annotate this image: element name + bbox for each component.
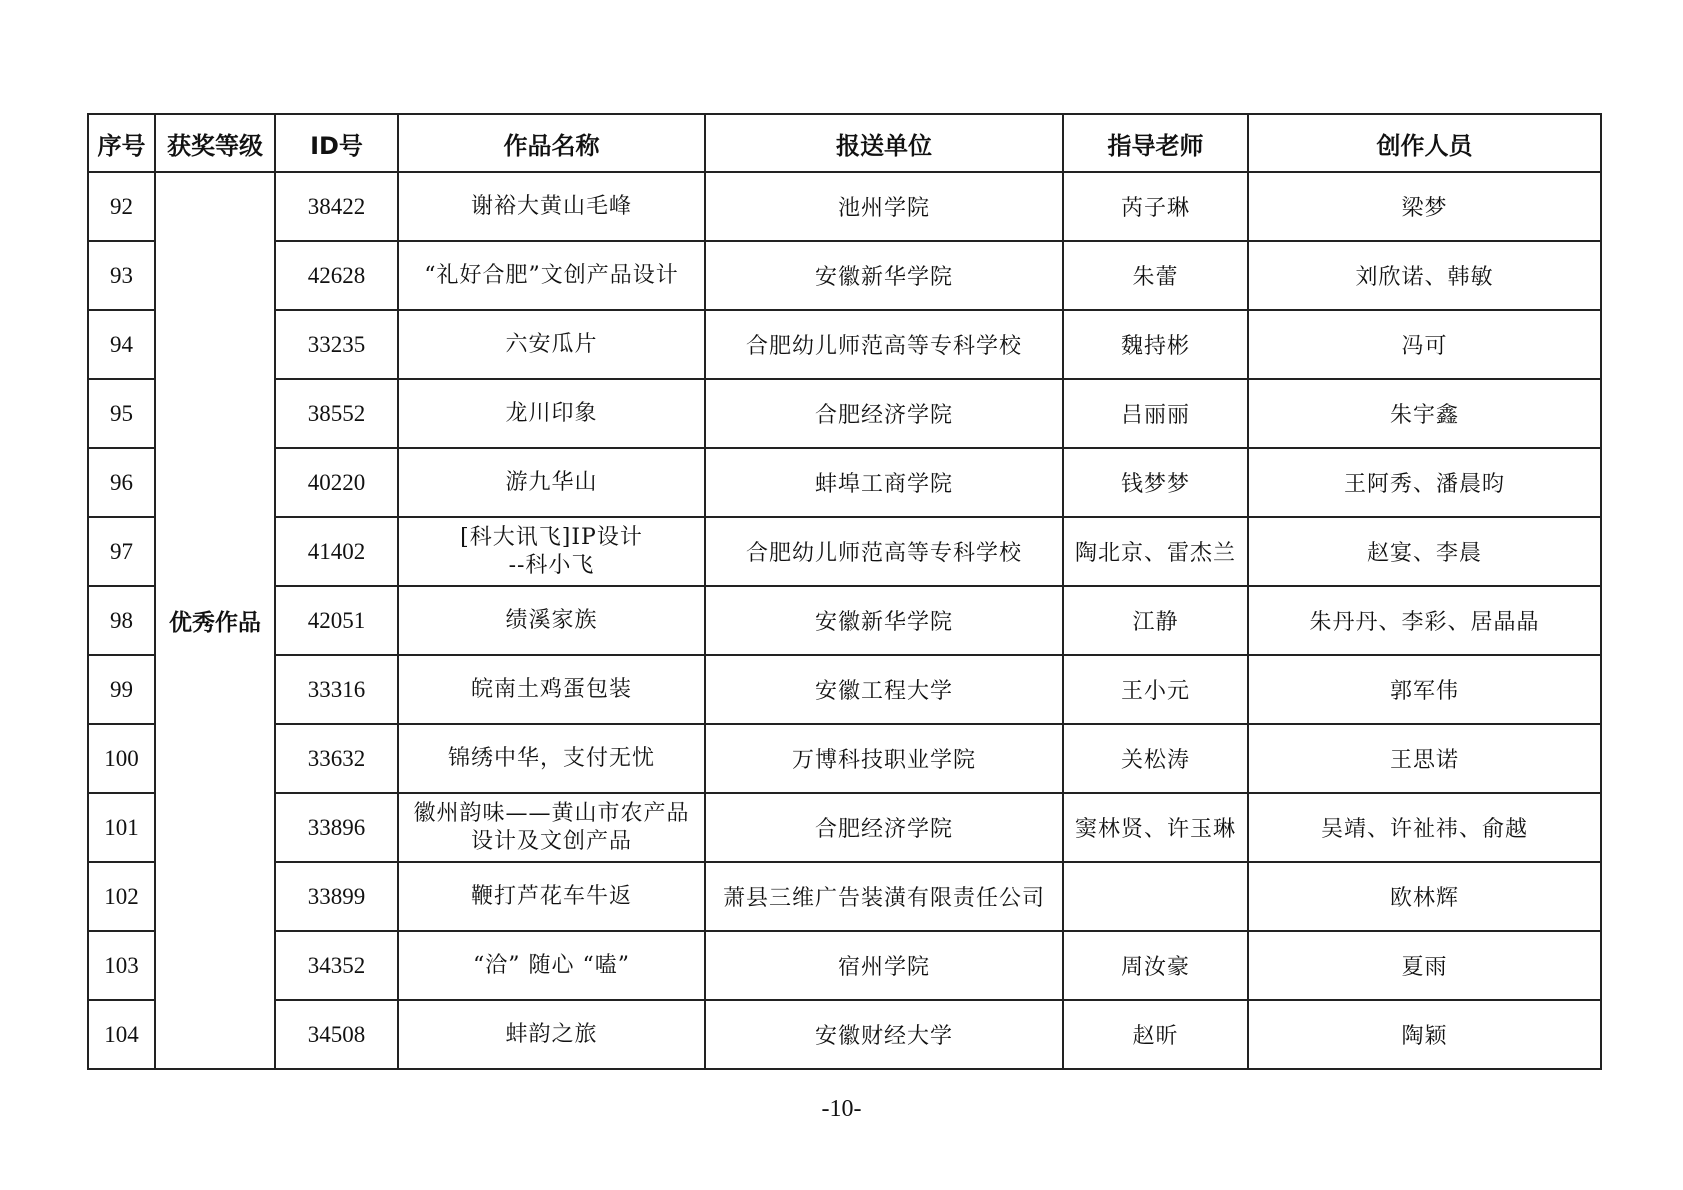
work-name-line: 游九华山 bbox=[505, 469, 598, 495]
cell-creators: 朱宇鑫 bbox=[1248, 379, 1601, 448]
cell-seq: 103 bbox=[88, 931, 155, 1000]
cell-seq: 95 bbox=[88, 379, 155, 448]
cell-creators: 郭军伟 bbox=[1248, 655, 1601, 724]
cell-teacher: 窦林贤、许玉琳 bbox=[1063, 793, 1248, 862]
cell-unit: 万博科技职业学院 bbox=[705, 724, 1063, 793]
cell-work-name bbox=[398, 448, 705, 517]
table-row bbox=[88, 793, 1601, 862]
header-award-level: 获奖等级 bbox=[155, 114, 275, 172]
cell-seq: 100 bbox=[88, 724, 155, 793]
cell-unit: 萧县三维广告装潢有限责任公司 bbox=[705, 862, 1063, 931]
cell-teacher: 芮子琳 bbox=[1063, 172, 1248, 241]
cell-creators: 赵宴、李晨 bbox=[1248, 517, 1601, 586]
cell-creators: 王思诺 bbox=[1248, 724, 1601, 793]
cell-teacher: 吕丽丽 bbox=[1063, 379, 1248, 448]
cell-unit: 安徽新华学院 bbox=[705, 241, 1063, 310]
cell-unit: 合肥经济学院 bbox=[705, 379, 1063, 448]
work-name-line: 徽州韵味——黄山市农产品 bbox=[413, 800, 690, 826]
cell-unit: 安徽新华学院 bbox=[705, 586, 1063, 655]
work-name-line: 设计及文创产品 bbox=[470, 828, 632, 854]
page-number: -10- bbox=[821, 1096, 862, 1122]
cell-id: 42628 bbox=[275, 241, 398, 310]
cell-work-name bbox=[398, 793, 705, 862]
cell-id: 38552 bbox=[275, 379, 398, 448]
cell-unit: 安徽财经大学 bbox=[705, 1000, 1063, 1069]
work-name-line: [科大讯飞]IP设计 bbox=[460, 524, 643, 550]
cell-teacher: 朱蕾 bbox=[1063, 241, 1248, 310]
cell-seq: 101 bbox=[88, 793, 155, 862]
cell-work-name bbox=[398, 1000, 705, 1069]
cell-seq: 98 bbox=[88, 586, 155, 655]
cell-seq: 104 bbox=[88, 1000, 155, 1069]
cell-id: 42051 bbox=[275, 586, 398, 655]
cell-creators: 夏雨 bbox=[1248, 931, 1601, 1000]
cell-id: 38422 bbox=[275, 172, 398, 241]
table-row bbox=[88, 931, 1601, 1000]
header-unit: 报送单位 bbox=[705, 114, 1063, 172]
cell-creators: 欧林辉 bbox=[1248, 862, 1601, 931]
cell-id: 34508 bbox=[275, 1000, 398, 1069]
header-id: ID号 bbox=[275, 114, 398, 172]
awards-table bbox=[87, 113, 1602, 1070]
cell-unit: 蚌埠工商学院 bbox=[705, 448, 1063, 517]
cell-unit: 安徽工程大学 bbox=[705, 655, 1063, 724]
table-row bbox=[88, 310, 1601, 379]
cell-teacher: 钱梦梦 bbox=[1063, 448, 1248, 517]
cell-teacher: 魏持彬 bbox=[1063, 310, 1248, 379]
cell-work-name bbox=[398, 931, 705, 1000]
table-row bbox=[88, 448, 1601, 517]
cell-work-name bbox=[398, 655, 705, 724]
cell-id: 33899 bbox=[275, 862, 398, 931]
table-row bbox=[88, 379, 1601, 448]
cell-seq: 93 bbox=[88, 241, 155, 310]
work-name-line: --科小飞 bbox=[508, 552, 595, 578]
cell-work-name bbox=[398, 310, 705, 379]
cell-teacher: 关松涛 bbox=[1063, 724, 1248, 793]
cell-teacher: 王小元 bbox=[1063, 655, 1248, 724]
table-row bbox=[88, 172, 1601, 241]
cell-id: 33235 bbox=[275, 310, 398, 379]
table-header bbox=[88, 114, 1601, 172]
cell-seq: 96 bbox=[88, 448, 155, 517]
table-body bbox=[88, 172, 1601, 1069]
work-name-line: 龙川印象 bbox=[505, 400, 598, 426]
cell-creators: 陶颖 bbox=[1248, 1000, 1601, 1069]
work-name-line: 皖南土鸡蛋包装 bbox=[470, 676, 632, 702]
cell-id: 41402 bbox=[275, 517, 398, 586]
work-name-line: 鞭打芦花车牛返 bbox=[470, 883, 632, 909]
cell-creators: 朱丹丹、李彩、居晶晶 bbox=[1248, 586, 1601, 655]
cell-seq: 102 bbox=[88, 862, 155, 931]
cell-work-name bbox=[398, 379, 705, 448]
header-work-name: 作品名称 bbox=[398, 114, 705, 172]
table-row bbox=[88, 862, 1601, 931]
cell-award-level: 优秀作品 bbox=[155, 172, 275, 1069]
table-row bbox=[88, 517, 1601, 586]
cell-unit: 池州学院 bbox=[705, 172, 1063, 241]
cell-creators: 梁梦 bbox=[1248, 172, 1601, 241]
table-row bbox=[88, 1000, 1601, 1069]
cell-work-name bbox=[398, 172, 705, 241]
work-name-line: “礼好合肥”文创产品设计 bbox=[424, 262, 679, 288]
cell-work-name bbox=[398, 862, 705, 931]
table-row bbox=[88, 586, 1601, 655]
cell-work-name bbox=[398, 241, 705, 310]
cell-unit: 合肥经济学院 bbox=[705, 793, 1063, 862]
cell-id: 33896 bbox=[275, 793, 398, 862]
work-name-line: 绩溪家族 bbox=[505, 607, 598, 633]
work-name-line: “洽” 随心 “嗑” bbox=[473, 952, 630, 978]
header-teacher: 指导老师 bbox=[1063, 114, 1248, 172]
cell-id: 33316 bbox=[275, 655, 398, 724]
cell-unit: 宿州学院 bbox=[705, 931, 1063, 1000]
table-row bbox=[88, 655, 1601, 724]
cell-teacher bbox=[1063, 862, 1248, 931]
cell-id: 33632 bbox=[275, 724, 398, 793]
cell-seq: 94 bbox=[88, 310, 155, 379]
cell-teacher: 周汝豪 bbox=[1063, 931, 1248, 1000]
header-row bbox=[88, 114, 1601, 172]
cell-work-name bbox=[398, 586, 705, 655]
header-seq: 序号 bbox=[88, 114, 155, 172]
table-row bbox=[88, 241, 1601, 310]
cell-id: 34352 bbox=[275, 931, 398, 1000]
cell-work-name bbox=[398, 724, 705, 793]
cell-seq: 92 bbox=[88, 172, 155, 241]
cell-teacher: 江静 bbox=[1063, 586, 1248, 655]
cell-creators: 冯可 bbox=[1248, 310, 1601, 379]
cell-creators: 王阿秀、潘晨昀 bbox=[1248, 448, 1601, 517]
cell-unit: 合肥幼儿师范高等专科学校 bbox=[705, 517, 1063, 586]
cell-creators: 刘欣诺、韩敏 bbox=[1248, 241, 1601, 310]
work-name-line: 六安瓜片 bbox=[505, 331, 598, 357]
cell-seq: 97 bbox=[88, 517, 155, 586]
header-creators: 创作人员 bbox=[1248, 114, 1601, 172]
work-name-line: 锦绣中华，支付无忧 bbox=[447, 745, 655, 771]
cell-unit: 合肥幼儿师范高等专科学校 bbox=[705, 310, 1063, 379]
cell-work-name bbox=[398, 517, 705, 586]
cell-teacher: 陶北京、雷杰兰 bbox=[1063, 517, 1248, 586]
cell-teacher: 赵昕 bbox=[1063, 1000, 1248, 1069]
cell-id: 40220 bbox=[275, 448, 398, 517]
work-name-line: 蚌韵之旅 bbox=[505, 1021, 598, 1047]
work-name-line: 谢裕大黄山毛峰 bbox=[470, 193, 632, 219]
cell-seq: 99 bbox=[88, 655, 155, 724]
table-row bbox=[88, 724, 1601, 793]
cell-creators: 吴靖、许祉祎、俞越 bbox=[1248, 793, 1601, 862]
